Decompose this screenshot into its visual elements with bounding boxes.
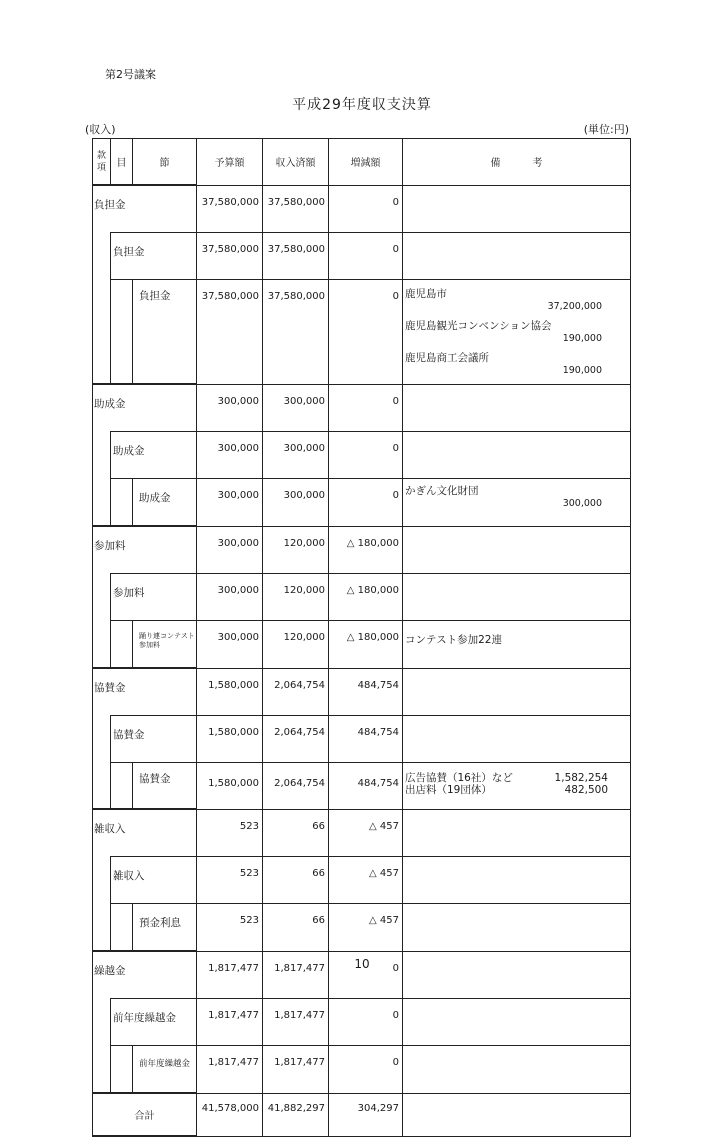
budget-cell: 300,000 <box>197 621 263 669</box>
remarks-cell <box>403 1046 631 1094</box>
row-name: 参加料 <box>93 526 197 574</box>
header-setsu: 節 <box>133 139 197 186</box>
section-label: (収入) <box>85 123 116 136</box>
received-cell: 37,580,000 <box>263 185 329 233</box>
budget-cell: 300,000 <box>197 384 263 432</box>
budget-cell: 300,000 <box>197 479 263 527</box>
received-cell: 120,000 <box>263 621 329 669</box>
row-name: 負担金 <box>133 280 197 385</box>
change-cell: △ 180,000 <box>329 526 403 574</box>
header-remarks: 備 考 <box>403 139 631 186</box>
received-cell: 2,064,754 <box>263 763 329 810</box>
table-row <box>93 384 631 432</box>
row-name: 前年度繰越金 <box>133 1046 197 1094</box>
received-cell: 1,817,477 <box>263 999 329 1046</box>
change-cell: 0 <box>329 479 403 527</box>
table-row <box>93 857 631 904</box>
remark-amount: 300,000 <box>562 498 602 509</box>
received-cell: 2,064,754 <box>263 716 329 763</box>
row-name: 協賛金 <box>93 668 197 716</box>
table-row <box>93 280 631 385</box>
row-name: 繰越金 <box>93 951 197 999</box>
table-row <box>93 716 631 763</box>
budget-cell: 37,580,000 <box>197 280 263 385</box>
received-cell: 300,000 <box>263 479 329 527</box>
remarks-cell <box>403 432 631 479</box>
row-name: 参加料 <box>111 574 197 621</box>
received-cell: 120,000 <box>263 526 329 574</box>
received-cell: 1,817,477 <box>263 951 329 999</box>
remark-amount: 37,200,000 <box>547 301 602 312</box>
row-name: 負担金 <box>111 233 197 280</box>
header-received: 収入済額 <box>263 139 329 186</box>
table-row <box>93 904 631 952</box>
row-name: 助成金 <box>133 479 197 527</box>
change-cell: 0 <box>329 432 403 479</box>
received-cell: 300,000 <box>263 384 329 432</box>
change-cell: 0 <box>329 1046 403 1094</box>
remarks-cell <box>403 999 631 1046</box>
change-cell: 0 <box>329 185 403 233</box>
remark-amount: 190,000 <box>562 365 602 376</box>
remarks-cell <box>403 526 631 574</box>
page-title: 平成29年度収支決算 <box>292 97 432 113</box>
remark-amount: 190,000 <box>562 333 602 344</box>
row-name: 協賛金 <box>111 716 197 763</box>
change-cell: △ 457 <box>329 809 403 857</box>
remarks-cell <box>403 479 631 527</box>
remarks-cell <box>403 857 631 904</box>
table-row <box>93 574 631 621</box>
budget-cell: 523 <box>197 857 263 904</box>
change-cell: 484,754 <box>329 763 403 810</box>
budget-cell: 37,580,000 <box>197 185 263 233</box>
remarks-cell <box>403 384 631 432</box>
budget-cell: 37,580,000 <box>197 233 263 280</box>
budget-cell: 1,817,477 <box>197 951 263 999</box>
total-received: 41,882,297 <box>263 1093 329 1136</box>
remarks-cell <box>403 904 631 952</box>
total-row <box>93 1093 631 1136</box>
remarks-cell <box>403 280 631 385</box>
budget-cell: 300,000 <box>197 526 263 574</box>
received-cell: 2,064,754 <box>263 668 329 716</box>
change-cell: △ 180,000 <box>329 574 403 621</box>
table-row <box>93 809 631 857</box>
table-row <box>93 668 631 716</box>
remarks-cell <box>403 185 631 233</box>
table-header <box>93 139 631 186</box>
budget-cell: 300,000 <box>197 574 263 621</box>
budget-cell: 1,817,477 <box>197 999 263 1046</box>
table-row <box>93 763 631 810</box>
remarks-cell <box>403 763 631 810</box>
received-cell: 300,000 <box>263 432 329 479</box>
change-cell: 0 <box>329 384 403 432</box>
row-name: 雑収入 <box>93 809 197 857</box>
budget-cell: 1,580,000 <box>197 668 263 716</box>
received-cell: 66 <box>263 857 329 904</box>
received-cell: 37,580,000 <box>263 233 329 280</box>
received-cell: 66 <box>263 904 329 952</box>
change-cell: 0 <box>329 280 403 385</box>
unit-label: (単位:円) <box>583 123 629 136</box>
page-number: 10 <box>354 957 370 971</box>
row-name: 協賛金 <box>133 763 197 810</box>
budget-cell: 1,580,000 <box>197 763 263 810</box>
remarks-cell <box>403 233 631 280</box>
header-budget: 予算額 <box>197 139 263 186</box>
table-row <box>93 526 631 574</box>
table-row <box>93 185 631 233</box>
budget-cell: 523 <box>197 904 263 952</box>
header-change: 増減額 <box>329 139 403 186</box>
received-cell: 1,817,477 <box>263 1046 329 1094</box>
change-cell: △ 457 <box>329 857 403 904</box>
agenda-number: 第2号議案 <box>105 68 156 81</box>
total-change: 304,297 <box>329 1093 403 1136</box>
received-cell: 66 <box>263 809 329 857</box>
header-kan-kou: 款 項 <box>93 139 111 186</box>
row-name: 雑収入 <box>111 857 197 904</box>
received-cell: 120,000 <box>263 574 329 621</box>
change-cell: △ 457 <box>329 904 403 952</box>
table-row <box>93 432 631 479</box>
remarks-cell <box>403 1093 631 1136</box>
row-name: 助成金 <box>93 384 197 432</box>
remark-line: 広告協賛（16社）など 1,582,254 <box>405 772 608 784</box>
table-row <box>93 233 631 280</box>
remarks-cell <box>403 716 631 763</box>
header-moku: 目 <box>111 139 133 186</box>
table-row <box>93 1046 631 1094</box>
received-cell: 37,580,000 <box>263 280 329 385</box>
row-name: 預金利息 <box>133 904 197 952</box>
budget-table <box>92 138 631 1137</box>
budget-cell: 523 <box>197 809 263 857</box>
row-name: 助成金 <box>111 432 197 479</box>
remark-label: かぎん文化財団 <box>405 485 479 497</box>
remark-label: 鹿児島市 <box>405 288 447 300</box>
change-cell: 0 <box>329 233 403 280</box>
remark-label: 鹿児島観光コンベンション協会 <box>405 320 552 332</box>
remark-line: 出店料（19団体） 482,500 <box>405 784 608 796</box>
change-cell: 0 <box>329 999 403 1046</box>
remark-label: 鹿児島商工会議所 <box>405 352 489 364</box>
remarks-cell <box>403 809 631 857</box>
row-name: 踊り連コンテスト 参加料 <box>133 621 197 669</box>
total-budget: 41,578,000 <box>197 1093 263 1136</box>
row-name: 前年度繰越金 <box>111 999 197 1046</box>
change-cell: △ 180,000 <box>329 621 403 669</box>
remarks-cell <box>403 621 631 669</box>
budget-cell: 300,000 <box>197 432 263 479</box>
remarks-cell <box>403 574 631 621</box>
remarks-cell <box>403 668 631 716</box>
table-row <box>93 479 631 527</box>
table-row <box>93 621 631 669</box>
row-name: 負担金 <box>93 185 197 233</box>
table-row <box>93 999 631 1046</box>
change-cell: 484,754 <box>329 716 403 763</box>
change-cell: 0 <box>329 951 403 999</box>
change-cell: 484,754 <box>329 668 403 716</box>
remark-label: コンテスト参加22連 <box>405 634 502 646</box>
total-label: 合計 <box>93 1093 197 1136</box>
budget-cell: 1,817,477 <box>197 1046 263 1094</box>
budget-cell: 1,580,000 <box>197 716 263 763</box>
